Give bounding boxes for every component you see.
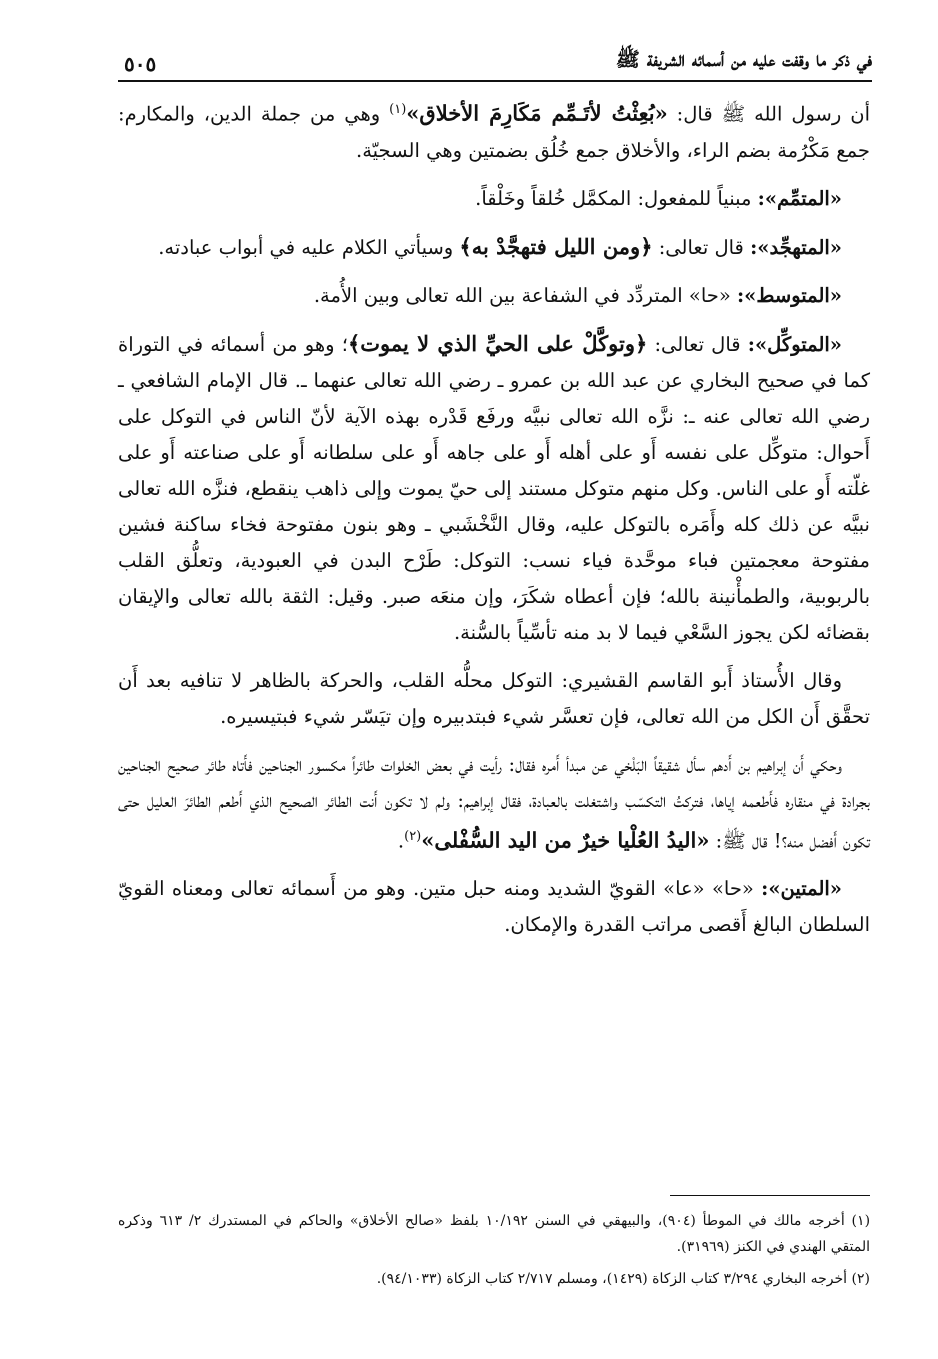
footnote-2: (٢) أخرجه البخاري ٣/٢٩٤ كتاب الزكاة (١٤٢٩)، ومسلم ٢/٧١٧ كتاب الزكاة (٩٤/١٠٣٣).: [376, 1271, 870, 1287]
text-span: قال تعالى:: [652, 235, 751, 259]
footnote-ref[interactable]: (٢): [404, 828, 422, 844]
paragraph-2: [118, 181, 870, 217]
entry-term: «المتمِّم»:: [757, 186, 842, 210]
paragraph-1: [118, 92, 870, 169]
hadith-quote: «اليدُ العُلْيا خيرٌ من اليد السُّفْلى»: [421, 827, 710, 852]
running-title: في ذكر ما وقفت عليه من أسمائه الشريفة ﷺ: [615, 47, 872, 71]
text-span: أن رسول الله ﷺ قال:: [667, 102, 870, 126]
text-span: وقال الأُستاذ أَبو القاسم القشيري: التوكل محلُّه القلب، والحركة بالظاهر لا تنافيه بعد أَن تحقَّق أَن الكل من الله تعالى، فإن تعسَّر شيء فبتدبيره وإن تيَسّر شيء فبتيسيره.: [118, 668, 870, 728]
paragraph-8: [118, 871, 870, 943]
footnote-1: (١) أخرجه مالك في الموطأ (٩٠٤)، والبيهقي في السنن ١٠/١٩٢ بلفظ «صالح الأخلاق» والحاكم في المستدرك ٢/ ٦١٣ وذكره المتقي الهندي في الكنز (٣١٩٦٩).: [118, 1213, 871, 1255]
paragraph-5: [118, 326, 870, 651]
text-span: .: [397, 829, 405, 852]
entry-term: «المتين»:: [761, 877, 842, 900]
footnotes: [118, 1208, 870, 1298]
text-span: «حا» المتردِّد في الشفاعة بين الله تعالى وبين الأُمة.: [313, 283, 737, 307]
text-span: ؛ وهو من أسمائه في التوراة كما في صحيح البخاري عن عبد الله بن عمرو ـ رضي الله تعالى عنهما ـ. قال الإمام الشافعي ـ رضي الله تعالى عنه ـ: نزَّه الله تعالى نبيَّه ورفَع قَدْره بهذه الآية لأنّ الناس في التوكل على أَحوال: متوكِّل على نفسه أَو على أهله أَو على جاهه أَو على سلطانه أَو على صناعته أَو على غلّته أَو على الناس. وكل منهم متوكل مستند إلى حيّ يموت وإلى ذاهب ينقطع، فنزَّه الله تعالى نبيَّه عن ذلك كله وأَمَره بالتوكل عليه، وقال النَّخْشَبي ـ وهو بنون مفتوحة فخاء ساكنة فشين مفتوحة معجمتين فباء موحَّدة فياء نسب: التوكل: طَرْح البدن في العبودية، وتعلُّق القلب بالربوبية، والطمأْنينة بالله؛ فإن أعطاه شكَرَ، وإن منعَه صبر. وقيل: الثقة بالله تعالى والإيقان بقضائه لكن يجوز السَّعْي فيما لا بد منه تأسِّياً بالسُّنة.: [118, 332, 870, 644]
entry-term: «المتوسط»:: [736, 283, 842, 307]
text-span: وحكي أَن إبراهيم بن أَدهم سأل شقيقاً البَلْخي عن مبدأ أَمره فقال: رأيت في بعض الخلوات طائراً مكسور الجناحين فأَتاه طائر صحيح الجناحين بجرادة في منقاره فأَطعمه إياها، فتركتُ التكسّب واشتغلت بالعبادة، فقال إبراهيم: ولم لا تكون أَنت الطائر الصحيح الذي أَطعم الطائرَ العليل حتى تكون أَفضل منه؟! قال ﷺ:: [118, 752, 870, 852]
paragraph-3: [118, 229, 870, 266]
text-span: «حا» «عا» القويّ الشديد ومنه حبل متين. وهو من أَسمائه تعالى ومعناه القويّ السلطان البالغ أَقصى مراتب القدرة والإمكان.: [118, 877, 870, 936]
text-span: وسيأتي الكلام عليه في أبواب عبادته.: [158, 235, 460, 259]
footnote-divider: [670, 1195, 870, 1196]
entry-term: «المتوكِّل»:: [747, 332, 842, 356]
text-span: مبنياً للمفعول: المكمَّل خُلقاً وخَلْقاً.: [475, 186, 758, 210]
paragraph-4: [118, 278, 870, 314]
quran-quote: ﴿وتوكَّلْ على الحيِّ الذي لا يموت﴾: [347, 330, 648, 356]
running-head: [118, 36, 872, 82]
body-text: [118, 92, 870, 955]
hadith-quote: «بُعِثْتُ لأتَـمِّم مَكَارِمَ الأخلاق»: [406, 100, 668, 126]
text-span: قال تعالى:: [647, 332, 748, 356]
text-span: وهي من جملة الدين، والمكارم: جمع مَكْرُمة بضم الراء، والأخلاق جمع خُلُق بضمتين وهي السجيّة.: [118, 102, 870, 162]
paragraph-7: [118, 747, 870, 860]
paragraph-6: [118, 663, 870, 735]
quran-quote: ﴿ومن الليل فتهجَّدْ به﴾: [459, 233, 653, 259]
entry-term: «المتهجِّد»:: [750, 235, 842, 259]
page-number: ٥٠٥: [124, 52, 157, 76]
footnote-ref[interactable]: (١): [389, 102, 407, 117]
